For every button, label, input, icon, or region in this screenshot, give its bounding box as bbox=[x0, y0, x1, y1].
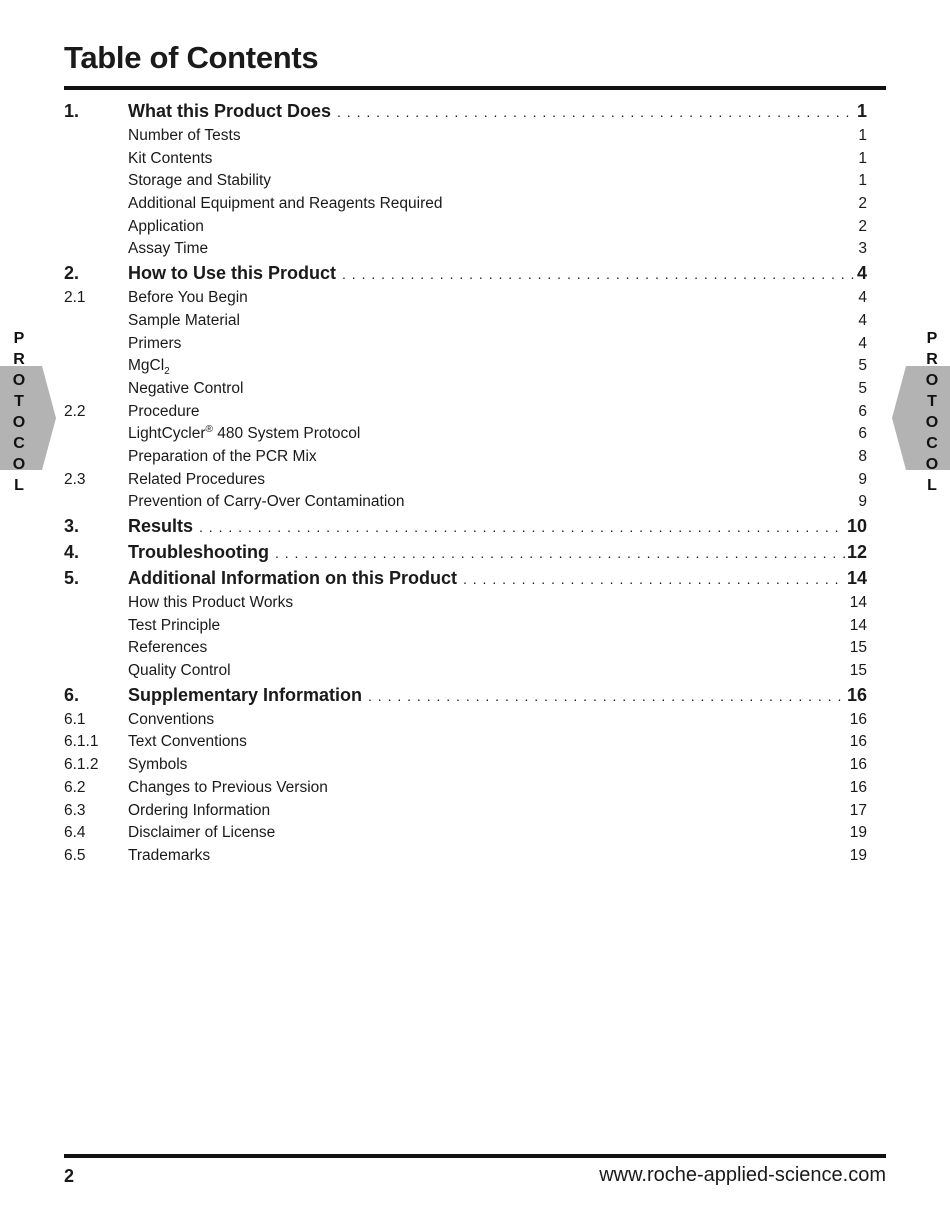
toc-page-number: 10 bbox=[846, 516, 867, 536]
toc-label: Sample Material bbox=[128, 311, 240, 329]
toc-subentry bbox=[64, 448, 867, 471]
toc-subentry bbox=[64, 639, 867, 662]
toc-page-number: 19 bbox=[849, 824, 867, 842]
toc-number: 6.1.2 bbox=[64, 756, 99, 774]
dot-leader bbox=[368, 688, 845, 704]
toc-page-number: 4 bbox=[858, 334, 867, 352]
toc-page-number: 15 bbox=[849, 639, 867, 657]
toc-number: 6. bbox=[64, 684, 80, 705]
toc-label: Kit Contents bbox=[128, 149, 213, 167]
toc-label: Additional Equipment and Reagents Required bbox=[128, 195, 443, 213]
toc-subentry bbox=[64, 240, 867, 263]
toc-page-number: 15 bbox=[849, 662, 867, 680]
toc-label: How to Use this Product bbox=[128, 263, 337, 284]
toc-label: Negative Control bbox=[128, 379, 244, 397]
toc-label: Additional Information on this Product bbox=[128, 568, 457, 588]
page-number: 2 bbox=[64, 1166, 75, 1186]
toc-subentry bbox=[64, 617, 867, 640]
toc-page-number: 5 bbox=[858, 357, 867, 375]
toc-page-number: 16 bbox=[849, 756, 867, 774]
toc-section-entry bbox=[64, 516, 867, 542]
toc-label: LightCycler® 480 System Protocol bbox=[128, 424, 361, 443]
dot-leader bbox=[199, 519, 845, 535]
toc-page-number: 2 bbox=[858, 217, 867, 235]
toc-page-number: 6 bbox=[858, 402, 867, 420]
toc-page-number: 9 bbox=[858, 470, 867, 488]
page-title: Table of Contents bbox=[64, 40, 319, 75]
toc-page-number: 16 bbox=[849, 733, 867, 751]
toc-page-number: 14 bbox=[849, 616, 867, 634]
toc-subentry bbox=[64, 289, 867, 312]
toc-label: Troubleshooting bbox=[128, 542, 269, 562]
toc-page-number: 9 bbox=[858, 493, 867, 511]
toc-subentry bbox=[64, 779, 867, 802]
toc-page-number: 14 bbox=[846, 568, 867, 588]
toc-subentry bbox=[64, 357, 867, 380]
toc-subentry bbox=[64, 218, 867, 241]
toc-page-number: 8 bbox=[858, 447, 867, 465]
toc-number: 2.1 bbox=[64, 289, 86, 307]
dot-leader bbox=[337, 104, 855, 120]
toc-page-number: 3 bbox=[858, 240, 867, 258]
toc-section-entry bbox=[64, 542, 867, 568]
toc-subentry bbox=[64, 127, 867, 150]
toc-label: Primers bbox=[128, 334, 182, 352]
toc-page-number: 1 bbox=[856, 101, 867, 121]
table-of-contents bbox=[64, 101, 867, 870]
protocol-side-tab-left bbox=[0, 328, 34, 508]
toc-number: 4. bbox=[64, 542, 80, 562]
toc-subentry bbox=[64, 195, 867, 218]
toc-subentry bbox=[64, 662, 867, 685]
toc-page-number: 5 bbox=[858, 379, 867, 397]
toc-label: Application bbox=[128, 217, 204, 235]
toc-number: 6.1.1 bbox=[64, 733, 99, 751]
toc-label: Storage and Stability bbox=[128, 172, 272, 190]
toc-subentry bbox=[64, 312, 867, 335]
toc-label: Changes to Previous Version bbox=[128, 778, 328, 796]
footer-rule bbox=[64, 1154, 886, 1158]
toc-page-number: 4 bbox=[858, 289, 867, 307]
toc-number: 6.2 bbox=[64, 778, 86, 796]
protocol-side-tab-right bbox=[892, 328, 950, 508]
toc-page-number: 16 bbox=[846, 684, 867, 705]
toc-label: References bbox=[128, 639, 208, 657]
toc-number: 6.3 bbox=[64, 801, 86, 819]
dot-leader bbox=[342, 266, 855, 282]
toc-number: 3. bbox=[64, 516, 80, 536]
protocol-tab-label: P R O T O C O L bbox=[12, 330, 26, 494]
toc-subentry bbox=[64, 493, 867, 516]
toc-section-entry bbox=[64, 685, 867, 711]
toc-label: Supplementary Information bbox=[128, 684, 363, 705]
toc-subentry bbox=[64, 802, 867, 825]
toc-label: Ordering Information bbox=[128, 801, 271, 819]
toc-label: Text Conventions bbox=[128, 733, 247, 751]
toc-page-number: 12 bbox=[846, 542, 867, 562]
toc-number: 6.1 bbox=[64, 710, 86, 728]
toc-page-number: 6 bbox=[858, 425, 867, 443]
toc-label: What this Product Does bbox=[128, 101, 332, 121]
toc-subentry bbox=[64, 711, 867, 734]
toc-label: Prevention of Carry-Over Contamination bbox=[128, 493, 405, 511]
toc-section-entry bbox=[64, 101, 867, 127]
toc-subentry bbox=[64, 172, 867, 195]
toc-label: Quality Control bbox=[128, 662, 231, 680]
toc-label: Procedure bbox=[128, 402, 200, 420]
toc-subentry bbox=[64, 403, 867, 426]
toc-subentry bbox=[64, 847, 867, 870]
toc-label: Number of Tests bbox=[128, 127, 241, 144]
title-rule bbox=[64, 86, 886, 90]
toc-label: Assay Time bbox=[128, 240, 209, 258]
dot-leader bbox=[275, 545, 845, 561]
toc-page-number: 16 bbox=[849, 710, 867, 728]
toc-label: Results bbox=[128, 516, 194, 536]
toc-label: Before You Begin bbox=[128, 289, 248, 307]
toc-label: Trademarks bbox=[128, 846, 211, 864]
toc-page-number: 2 bbox=[858, 195, 867, 213]
toc-page-number: 19 bbox=[849, 846, 867, 864]
toc-subentry bbox=[64, 471, 867, 494]
toc-subentry bbox=[64, 335, 867, 358]
toc-section-entry bbox=[64, 568, 867, 594]
toc-subentry bbox=[64, 150, 867, 173]
toc-number: 1. bbox=[64, 101, 80, 121]
dot-leader bbox=[463, 571, 845, 587]
toc-page-number: 16 bbox=[849, 778, 867, 796]
toc-label: How this Product Works bbox=[128, 594, 294, 611]
toc-section-entry bbox=[64, 263, 867, 289]
toc-number: 2.2 bbox=[64, 402, 86, 420]
toc-page-number: 1 bbox=[858, 172, 867, 190]
protocol-tab-label: P R O T O C O L bbox=[925, 330, 939, 494]
toc-label: Test Principle bbox=[128, 616, 221, 634]
toc-label: Conventions bbox=[128, 710, 215, 728]
toc-subentry bbox=[64, 425, 867, 448]
toc-page-number: 4 bbox=[858, 311, 867, 329]
toc-number: 6.5 bbox=[64, 846, 86, 864]
toc-number: 2. bbox=[64, 263, 80, 284]
footer-url: www.roche-applied-science.com bbox=[599, 1164, 886, 1186]
toc-label: Symbols bbox=[128, 756, 188, 774]
toc-subentry bbox=[64, 733, 867, 756]
toc-subentry bbox=[64, 380, 867, 403]
toc-page-number: 14 bbox=[849, 594, 867, 611]
toc-label: Preparation of the PCR Mix bbox=[128, 447, 317, 465]
toc-page-number: 1 bbox=[858, 127, 867, 144]
toc-subentry bbox=[64, 756, 867, 779]
toc-label: Disclaimer of License bbox=[128, 824, 276, 842]
toc-subentry bbox=[64, 594, 867, 617]
toc-label: MgCl$_2$ bbox=[128, 357, 170, 378]
toc-number: 6.4 bbox=[64, 824, 86, 842]
toc-subentry bbox=[64, 824, 867, 847]
toc-page-number: 17 bbox=[849, 801, 867, 819]
toc-number: 5. bbox=[64, 568, 80, 588]
toc-page-number: 1 bbox=[858, 149, 867, 167]
toc-label: Related Procedures bbox=[128, 470, 265, 488]
toc-page-number: 4 bbox=[856, 263, 867, 284]
toc-number: 2.3 bbox=[64, 470, 86, 488]
